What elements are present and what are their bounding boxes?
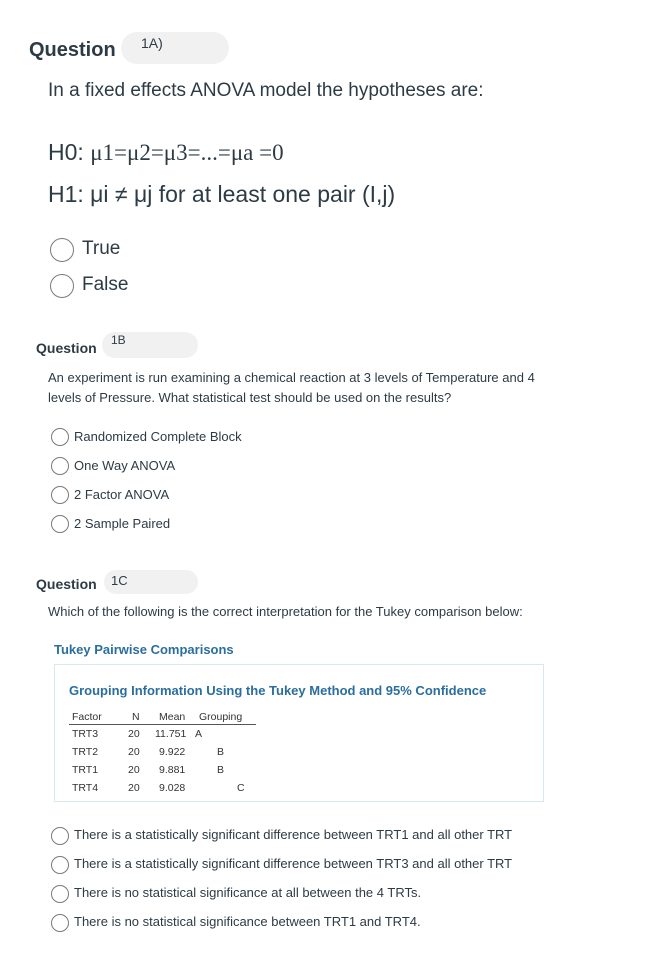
question-number: 1A) <box>141 35 163 51</box>
question-number: 1C <box>111 573 128 588</box>
option-label: Randomized Complete Block <box>74 429 242 444</box>
cell-group: C <box>237 782 245 794</box>
question-number: 1B <box>111 333 126 347</box>
radio-option-b[interactable] <box>51 856 69 874</box>
radio-false[interactable] <box>50 274 74 298</box>
hypothesis-h1: H1: μi ≠ μj for at least one pair (I,j) <box>48 181 396 207</box>
tukey-output-box <box>54 664 544 802</box>
radio-true[interactable] <box>50 238 74 262</box>
option-label: 2 Factor ANOVA <box>74 487 170 502</box>
cell-group: B <box>217 764 225 776</box>
cell-factor: TRT3 <box>72 728 99 740</box>
cell-factor: TRT1 <box>72 764 99 776</box>
header-mean: Mean <box>159 711 186 723</box>
header-grouping: Grouping <box>199 711 243 723</box>
option-label: One Way ANOVA <box>74 458 176 473</box>
radio-one-way-anova[interactable] <box>51 457 69 475</box>
radio-option-d[interactable] <box>51 914 69 932</box>
question-label: Question <box>36 576 97 592</box>
question-number-pill <box>121 32 229 64</box>
cell-mean: 9.028 <box>159 782 186 794</box>
radio-option-a[interactable] <box>51 827 69 845</box>
radio-randomized-complete-block[interactable] <box>51 428 69 446</box>
question-prompt: In a fixed effects ANOVA model the hypotheses are: <box>48 80 484 101</box>
question-prompt: Which of the following is the correct interpretation for the Tukey comparison below: <box>48 604 523 619</box>
option-label: There is no statistical significance at all between the 4 TRTs. <box>74 885 422 900</box>
radio-2-sample-paired[interactable] <box>51 515 69 533</box>
question-prompt-line2: levels of Pressure. What statistical test should be used on the results? <box>48 390 452 405</box>
cell-n: 20 <box>128 782 140 794</box>
h0-expression: μ1=μ2=μ3=...=μa =0 <box>90 140 284 165</box>
option-label: There is a statistically significant difference between TRT1 and all other TRT <box>74 827 513 842</box>
question-label: Question <box>29 39 116 61</box>
radio-option-c[interactable] <box>51 885 69 903</box>
grouping-title: Grouping Information Using the Tukey Method and 95% Confidence <box>69 683 487 698</box>
option-label: There is a statistically significant difference between TRT3 and all other TRT <box>74 856 513 871</box>
cell-n: 20 <box>128 746 140 758</box>
header-underline <box>69 724 256 725</box>
hypothesis-h0 <box>48 139 284 166</box>
cell-factor: TRT2 <box>72 746 99 758</box>
cell-factor: TRT4 <box>72 782 99 794</box>
tukey-title: Tukey Pairwise Comparisons <box>54 642 234 657</box>
radio-2-factor-anova[interactable] <box>51 486 69 504</box>
h0-label: H0: <box>48 139 91 165</box>
option-label: There is no statistical significance between TRT1 and TRT4. <box>74 914 421 929</box>
cell-n: 20 <box>128 764 140 776</box>
header-factor: Factor <box>72 711 102 723</box>
option-false-label: False <box>82 274 129 295</box>
cell-mean: 9.922 <box>159 746 186 758</box>
cell-group: B <box>217 746 225 758</box>
cell-mean: 9.881 <box>159 764 186 776</box>
question-label: Question <box>36 340 97 356</box>
cell-n: 20 <box>128 728 140 740</box>
cell-mean: 11.751 <box>155 728 187 740</box>
option-label: 2 Sample Paired <box>74 516 171 531</box>
header-n: N <box>132 711 140 723</box>
question-prompt-line1: An experiment is run examining a chemical reaction at 3 levels of Temperature and 4 <box>48 370 535 385</box>
cell-group: A <box>195 728 203 740</box>
option-true-label: True <box>82 238 121 259</box>
